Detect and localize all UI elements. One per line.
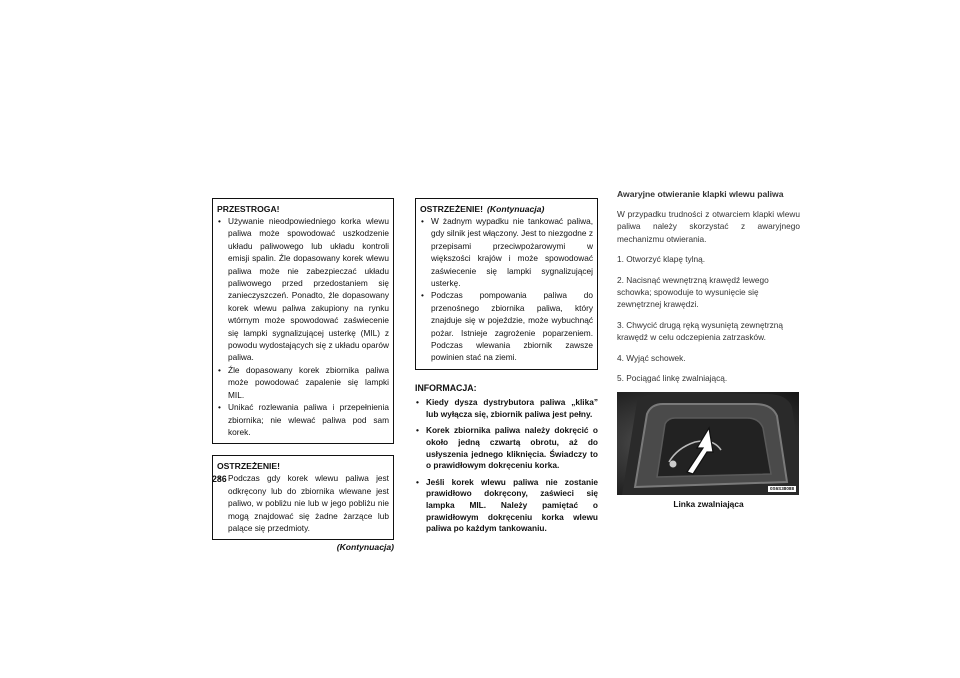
warning-continued-box [415, 198, 598, 370]
caution-item: • Używanie nieodpowiedniego korka wlewu paliwa może spowodować uszkodzenie układu paliwowego lub układu kontroli emisji spalin. Źle dopasowany korek wlewu paliwa może nie zabezpieczać układu paliwowego przed przedostaniem się zanieczyszczeń. Ponadto, źle dopasowany korek wlewu paliwa zakupiony na rynku wtórnym może spowodować zaświecenie się lampki sygnalizującej usterkę (MIL) z powodu wydostających się z układu oparów paliwa. [217, 215, 389, 364]
warning-continued-title [420, 203, 593, 215]
warning-item: • Podczas gdy korek wlewu paliwa jest odkręcony lub do zbiornika wlewane jest paliwo, w pobliżu nie lub w jego pobliżu nie mogą znajdować się żadne żarzące lub palące się przedmioty. [217, 472, 389, 534]
info-title: INFORMACJA: [415, 382, 477, 393]
continued-tag: (Kontynuacja) [487, 204, 545, 214]
step-item: 4. Wyjąć schowek. [617, 352, 686, 363]
step-item: 2. Nacisnąć wewnętrzną krawędź lewego schowka; spowoduje to wysunięcie się zewnętrznej krawędzi. [617, 274, 769, 310]
release-cable-photo [617, 392, 799, 495]
info-item: • Jeśli korek wlewu paliwa nie zostanie prawidłowo dokręcony, zaświeci się lampka MIL. Należy pamiętać o prawidłowym dokręceniu korka wlewu paliwa po każdym tankowaniu. [415, 477, 598, 535]
warning-box [212, 455, 394, 540]
warning-list [217, 472, 389, 534]
section-title: Awaryjne otwieranie klapki wlewu paliwa [617, 189, 784, 199]
warning-continued-label: OSTRZEŻENIE! [420, 204, 484, 214]
column-left [212, 198, 394, 554]
caution-item: • Źle dopasowany korek zbiornika paliwa może powodować zapalenie się lampki MIL. [217, 364, 389, 401]
warning-continued-item: • Podczas pompowania paliwa do przenośnego zbiornika paliwa, który znajduje się w pojeździe, może wybuchnąć pożar. Istnieje zagrożenie poparzeniem. Podczas wlewania zbiornik zawsze powinien stać na ziemi. [420, 289, 593, 363]
step-item: 5. Pociągać linkę zwalniającą. [617, 373, 728, 384]
photo-code: 0S6S38088 [769, 486, 794, 492]
storage-bin-illustration [617, 392, 799, 495]
photo-caption: Linka zwalniająca [673, 499, 744, 510]
caution-list [217, 215, 389, 438]
step-item: 1. Otworzyć klapę tylną. [617, 254, 706, 265]
caution-title: PRZESTROGA! [217, 204, 280, 214]
page-number: 286 [212, 474, 227, 484]
caution-box [212, 198, 394, 444]
warning-title: OSTRZEŻENIE! [217, 461, 281, 472]
column-middle [415, 198, 598, 540]
continued-note: (Kontynuacja) [336, 542, 394, 553]
caution-item: • Unikać rozlewania paliwa i przepełnienia zbiornika; nie wlewać paliwa pod sam korek. [217, 401, 389, 438]
info-item: • Kiedy dysza dystrybutora paliwa „klika” lub wyłącza się, zbiornik paliwa jest pełny. [415, 397, 598, 420]
info-list [415, 397, 598, 535]
warning-continued-list [420, 215, 593, 364]
warning-continued-item: • W żadnym wypadku nie tankować paliwa, gdy silnik jest włączony. Jest to niezgodne z przepisami przeciwpożarowymi w większości krajów i może spowodować zaświecenie się lampki sygnalizującej usterkę. [420, 215, 593, 289]
section-intro: W przypadku trudności z otwarciem klapki wlewu paliwa należy skorzystać z awaryjnego mechanizmu otwierania. [617, 209, 800, 244]
step-item: 3. Chwycić drugą ręką wysuniętą zewnętrzną krawędź w celu odczepienia zatrzasków. [617, 319, 784, 343]
column-right [617, 189, 800, 511]
info-item: • Korek zbiornika paliwa należy dokręcić o około jedną czwartą obrotu, aż do usłyszenia jednego kliknięcia. Świadczy to o prawidłowym dokręceniu korka. [415, 425, 598, 471]
